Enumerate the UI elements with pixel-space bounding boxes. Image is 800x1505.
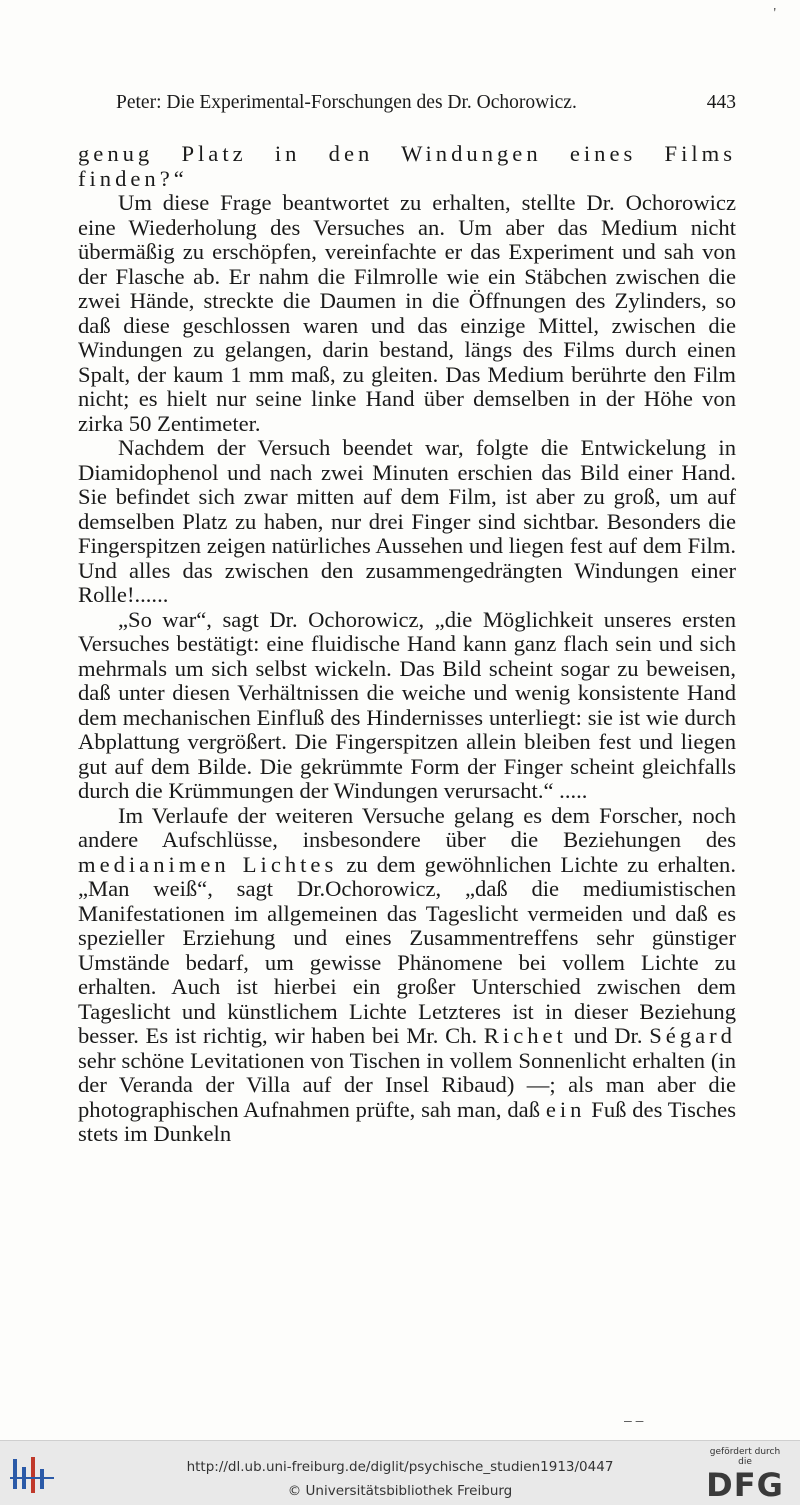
paragraph-3-text: Nachdem der Versuch beendet war, folgte die Entwickelung in Diamidophenol und nach zwei Minuten erschien das Bild einer Hand. Sie befindet sich zwar mitten auf dem Film, ist aber zu groß, um auf demselben Platz zu haben, nur drei Finger sind sichtbar. Besonders die Fingerspitzen zeigen natürliches Aussehen und liegen fest auf dem Film. Und alles das zwischen den zusammengedrängten Windungen einer — [78, 435, 736, 583]
footer-bar — [0, 1440, 800, 1505]
paragraph-2: Um diese Frage beantwortet zu erhalten, stellte Dr. Ochorowicz eine Wiederholung des Versuches an. Um aber das Medium nicht übermäßig zu erschöpfen, vereinfachte er das Experiment und sah von der Flasche ab. Er nahm die Filmrolle wie ein Stäbchen zwischen die zwei Hände, streckte die Daumen in die Öffnungen des Zylinders, so daß diese geschlossen waren und das einzige Mittel, zwischen die Windungen zu gelangen, darin bestand, längs des Films durch einen Spalt, der kaum 1 mm maß, zu gleiten. Das Medium berührte den Film nicht; es hielt nur seine linke Hand über demselben in der Höhe von zirka 50 Zentimeter. — [78, 190, 736, 436]
bottom-mark: – – — [624, 1412, 644, 1428]
dfg-logo — [702, 1447, 788, 1504]
page-number: 443 — [706, 92, 736, 113]
paragraph-5 — [78, 804, 736, 1147]
paragraph-3-end: Rolle!...... — [78, 582, 169, 607]
footer-url-link[interactable]: http://dl.ub.uni-freiburg.de/diglit/psychische_studien1913/0447 — [186, 1459, 614, 1475]
spaced-term-lichtes: medianimen Lichtes — [78, 851, 338, 877]
paragraph-5-text-a: Im Verlaufe der weiteren Versuche gelang es dem Forscher, noch andere Aufschlüsse, insbesondere über die Beziehungen des — [78, 802, 736, 852]
spaced-word-ein: ein — [545, 1096, 586, 1122]
paragraph-5-text-b: zu dem gewöhnlichen Lichte zu erhalten. „Man weiß“, sagt Dr.Ochorowicz, „daß die mediumistischen Manifestationen im allgemeinen das Tageslicht vermeiden und daß es spezieller Erziehung und eines Zusammentreffens sehr günstiger Umstände bedarf, um gewisse Phänomene bei vollem Lichte zu erhalten. Auch ist hierbei ein großer Unterschied zwischen dem Tageslicht und künstlichem Lichte Letzteres ist in dieser Beziehung besser. Es ist richtig, wir haben bei Mr. Ch. — [78, 851, 736, 1048]
paragraph-3 — [78, 436, 736, 608]
spaced-name-richet: Richet — [483, 1023, 567, 1048]
dfg-logo-text: DFG — [706, 1466, 784, 1504]
running-head — [116, 92, 736, 114]
dfg-caption: gefördert durch die — [709, 1447, 781, 1467]
paragraph-5-text-e: Fuß des Tisches stets im Dunkeln — [78, 1096, 737, 1146]
running-title: Peter: Die Experimental-Forschungen des Dr. Ochorowicz. — [116, 92, 577, 113]
paragraph-4 — [78, 608, 736, 804]
corner-mark: ' — [773, 6, 776, 21]
paragraph-5-text-c: und Dr. — [573, 1023, 643, 1048]
paragraph-1: genug Platz in den Windungen eines Films finden?“ — [78, 141, 736, 191]
paragraph-4-text: „So war“, sagt Dr. Ochorowicz, „die Möglichkeit unseres ersten Versuches bestätigt: eine fluidische Hand kann ganz flach sein und sich mehrmals um sich selbst wickeln. Das Bild scheint sogar zu beweisen, daß unter diesen Verhältnissen die weiche und wenig konsistente Hand dem mechanischen Einfluß des Hindernisses unterliegt: sie ist wie durch Abplattung vergrößert. Die Fingerspitzen allein bleiben fest und liegen gut auf dem Bilde. Die gekrümmte Form der Finger scheint gleichfalls durch die Krümmungen der Windungen verursacht.“ — [78, 606, 736, 803]
paragraph-5-text-d: sehr schöne Levitationen von Tischen in vollem Sonnenlicht erhalten (in der Veranda der Villa auf der Insel Ribaud) —; als man aber die photographischen Aufnahmen prüfte, sah man, daß — [78, 1047, 736, 1122]
body-text — [78, 142, 736, 1147]
spaced-name-segard: Ségard — [649, 1023, 736, 1048]
paragraph-4-end: ..... — [559, 778, 588, 803]
footer-copyright: © Universitätsbibliothek Freiburg — [287, 1483, 513, 1499]
